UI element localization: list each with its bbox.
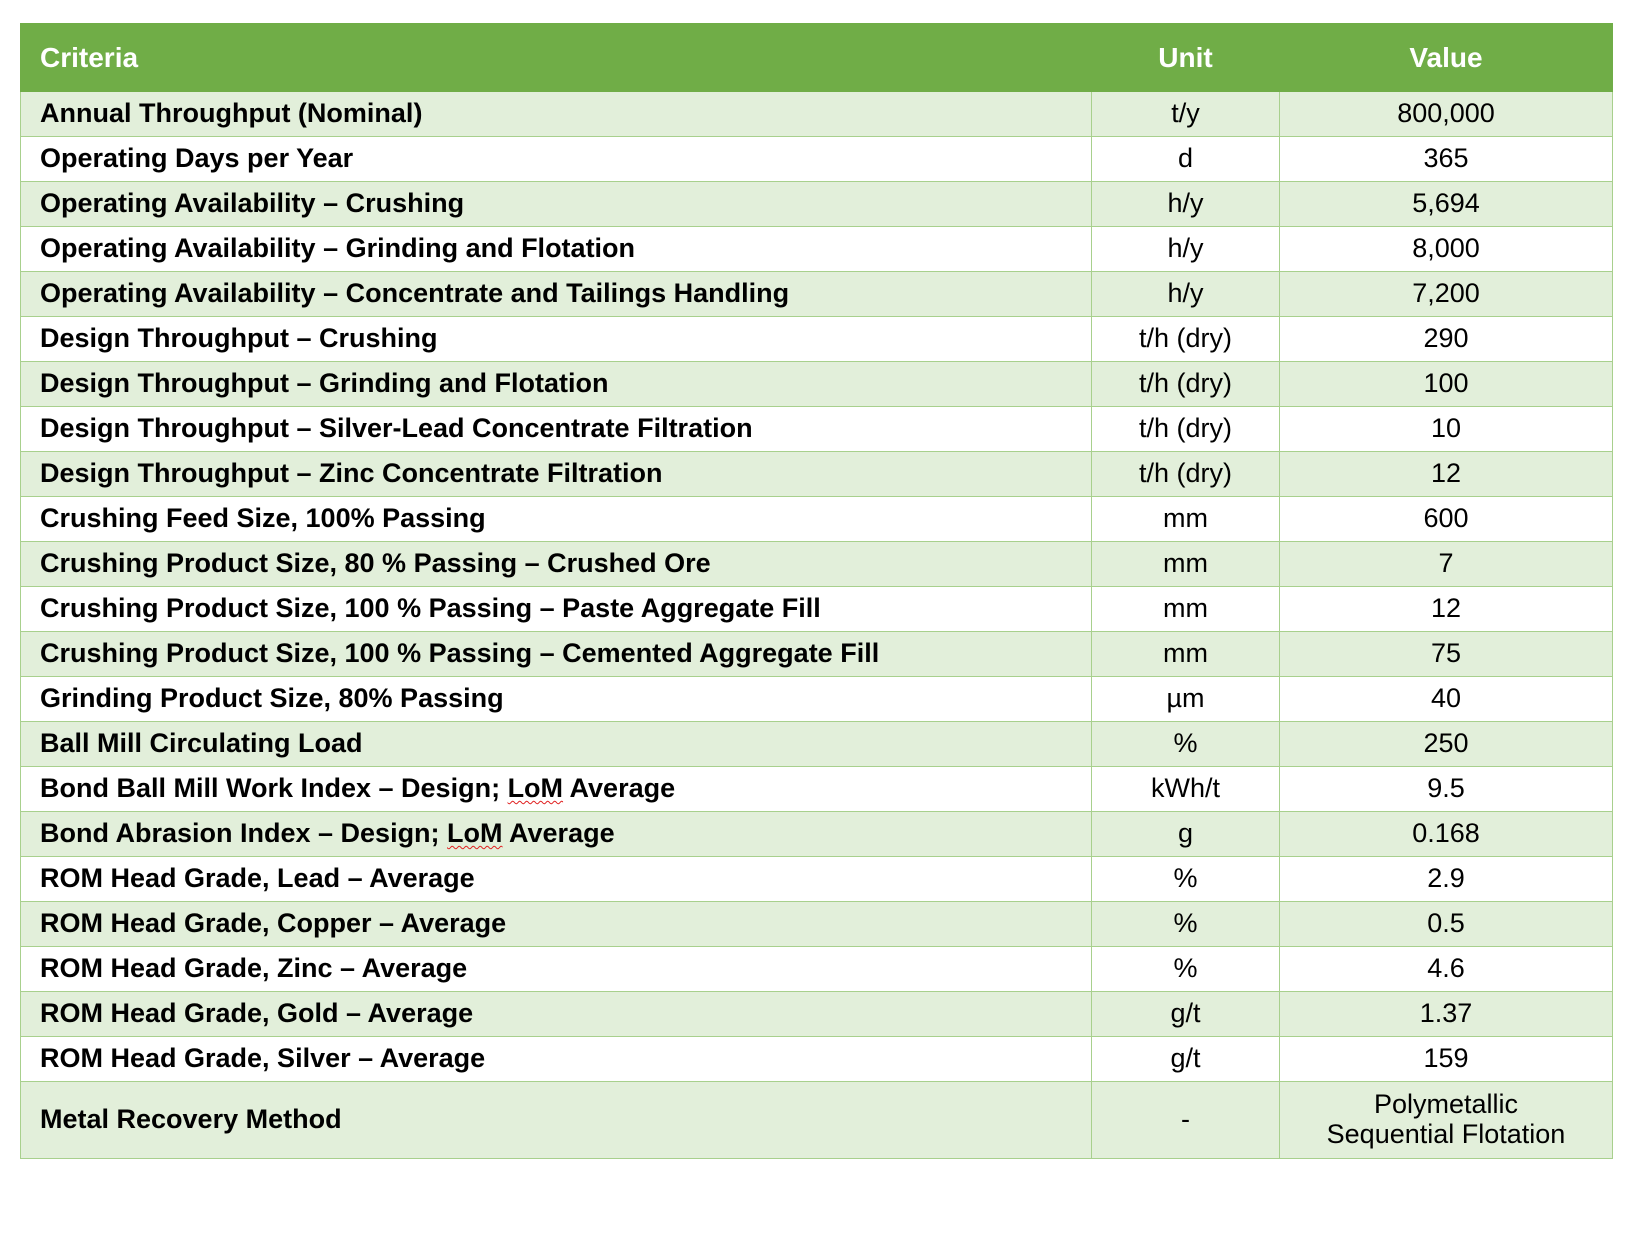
table-row (21, 902, 1613, 947)
table-row (21, 857, 1613, 902)
spellcheck-marked-word: LoM (507, 773, 564, 804)
value-cell: 12 (1280, 452, 1613, 497)
value-cell: 0.168 (1280, 812, 1613, 857)
table-row (21, 767, 1613, 812)
criteria-table (20, 23, 1613, 1159)
unit-cell: t/y (1092, 92, 1280, 137)
unit-cell: - (1092, 1082, 1280, 1159)
criteria-text-pre: Bond Ball Mill Work Index – Design; (40, 773, 508, 804)
value-line-2: Sequential Flotation (1326, 1119, 1566, 1149)
value-cell: 800,000 (1280, 92, 1613, 137)
value-cell: 365 (1280, 137, 1613, 182)
table-row (21, 362, 1613, 407)
table-row (21, 227, 1613, 272)
criteria-cell: ROM Head Grade, Silver – Average (21, 1037, 1092, 1082)
criteria-cell: Annual Throughput (Nominal) (21, 92, 1092, 137)
table-row (21, 407, 1613, 452)
table-row (21, 1082, 1613, 1159)
value-cell: 290 (1280, 317, 1613, 362)
value-cell: 40 (1280, 677, 1613, 722)
criteria-table-container (20, 23, 1612, 1159)
table-row (21, 497, 1613, 542)
value-cell: 159 (1280, 1037, 1613, 1082)
value-cell: 10 (1280, 407, 1613, 452)
criteria-cell: Crushing Feed Size, 100% Passing (21, 497, 1092, 542)
unit-cell: t/h (dry) (1092, 452, 1280, 497)
unit-cell: kWh/t (1092, 767, 1280, 812)
criteria-cell: Design Throughput – Grinding and Flotation (21, 362, 1092, 407)
criteria-cell: Crushing Product Size, 100 % Passing – Cemented Aggregate Fill (21, 632, 1092, 677)
table-row (21, 137, 1613, 182)
unit-cell: h/y (1092, 182, 1280, 227)
value-cell: 75 (1280, 632, 1613, 677)
unit-cell: mm (1092, 497, 1280, 542)
unit-cell: mm (1092, 632, 1280, 677)
unit-cell: µm (1092, 677, 1280, 722)
unit-cell: % (1092, 722, 1280, 767)
table-row (21, 92, 1613, 137)
criteria-cell: Crushing Product Size, 100 % Passing – Paste Aggregate Fill (21, 587, 1092, 632)
criteria-text-pre: Bond Abrasion Index – Design; (40, 818, 448, 849)
unit-cell: mm (1092, 542, 1280, 587)
table-row (21, 452, 1613, 497)
unit-cell: % (1092, 857, 1280, 902)
unit-cell: % (1092, 947, 1280, 992)
criteria-cell (21, 767, 1092, 812)
unit-cell: mm (1092, 587, 1280, 632)
table-row (21, 992, 1613, 1037)
value-cell: 7,200 (1280, 272, 1613, 317)
criteria-cell: Operating Days per Year (21, 137, 1092, 182)
value-line-1: Polymetallic (1373, 1089, 1519, 1120)
value-cell: 100 (1280, 362, 1613, 407)
table-row (21, 272, 1613, 317)
value-cell: 4.6 (1280, 947, 1613, 992)
unit-cell: % (1092, 902, 1280, 947)
criteria-cell: Operating Availability – Concentrate and Tailings Handling (21, 272, 1092, 317)
table-row (21, 632, 1613, 677)
value-cell: 9.5 (1280, 767, 1613, 812)
table-row (21, 812, 1613, 857)
criteria-cell: ROM Head Grade, Zinc – Average (21, 947, 1092, 992)
criteria-cell: ROM Head Grade, Gold – Average (21, 992, 1092, 1037)
criteria-cell: Ball Mill Circulating Load (21, 722, 1092, 767)
value-cell: 0.5 (1280, 902, 1613, 947)
table-row (21, 317, 1613, 362)
unit-cell: t/h (dry) (1092, 317, 1280, 362)
value-cell: 7 (1280, 542, 1613, 587)
criteria-cell: Design Throughput – Crushing (21, 317, 1092, 362)
criteria-text-post: Average (563, 773, 676, 804)
unit-cell: t/h (dry) (1092, 407, 1280, 452)
unit-cell: d (1092, 137, 1280, 182)
unit-cell: h/y (1092, 272, 1280, 317)
value-cell: 5,694 (1280, 182, 1613, 227)
header-row (21, 24, 1613, 92)
value-cell: 8,000 (1280, 227, 1613, 272)
value-cell: 12 (1280, 587, 1613, 632)
criteria-cell: Operating Availability – Grinding and Flotation (21, 227, 1092, 272)
criteria-cell: ROM Head Grade, Lead – Average (21, 857, 1092, 902)
criteria-text-post: Average (502, 818, 615, 849)
criteria-cell: ROM Head Grade, Copper – Average (21, 902, 1092, 947)
header-unit: Unit (1092, 24, 1280, 92)
spellcheck-marked-word: LoM (447, 818, 503, 849)
criteria-cell: Operating Availability – Crushing (21, 182, 1092, 227)
unit-cell: g (1092, 812, 1280, 857)
unit-cell: h/y (1092, 227, 1280, 272)
unit-cell: t/h (dry) (1092, 362, 1280, 407)
value-cell: 600 (1280, 497, 1613, 542)
table-row (21, 587, 1613, 632)
header-criteria: Criteria (21, 24, 1092, 92)
table-row (21, 182, 1613, 227)
criteria-cell (21, 812, 1092, 857)
criteria-cell: Metal Recovery Method (21, 1082, 1092, 1159)
table-row (21, 1037, 1613, 1082)
criteria-cell: Crushing Product Size, 80 % Passing – Crushed Ore (21, 542, 1092, 587)
table-row (21, 542, 1613, 587)
criteria-cell: Grinding Product Size, 80% Passing (21, 677, 1092, 722)
table-row (21, 677, 1613, 722)
value-cell (1280, 1082, 1613, 1159)
unit-cell: g/t (1092, 1037, 1280, 1082)
table-row (21, 722, 1613, 767)
value-cell: 2.9 (1280, 857, 1613, 902)
criteria-cell: Design Throughput – Zinc Concentrate Filtration (21, 452, 1092, 497)
header-value: Value (1280, 24, 1613, 92)
value-cell: 250 (1280, 722, 1613, 767)
unit-cell: g/t (1092, 992, 1280, 1037)
value-cell: 1.37 (1280, 992, 1613, 1037)
criteria-cell: Design Throughput – Silver-Lead Concentrate Filtration (21, 407, 1092, 452)
table-row (21, 947, 1613, 992)
